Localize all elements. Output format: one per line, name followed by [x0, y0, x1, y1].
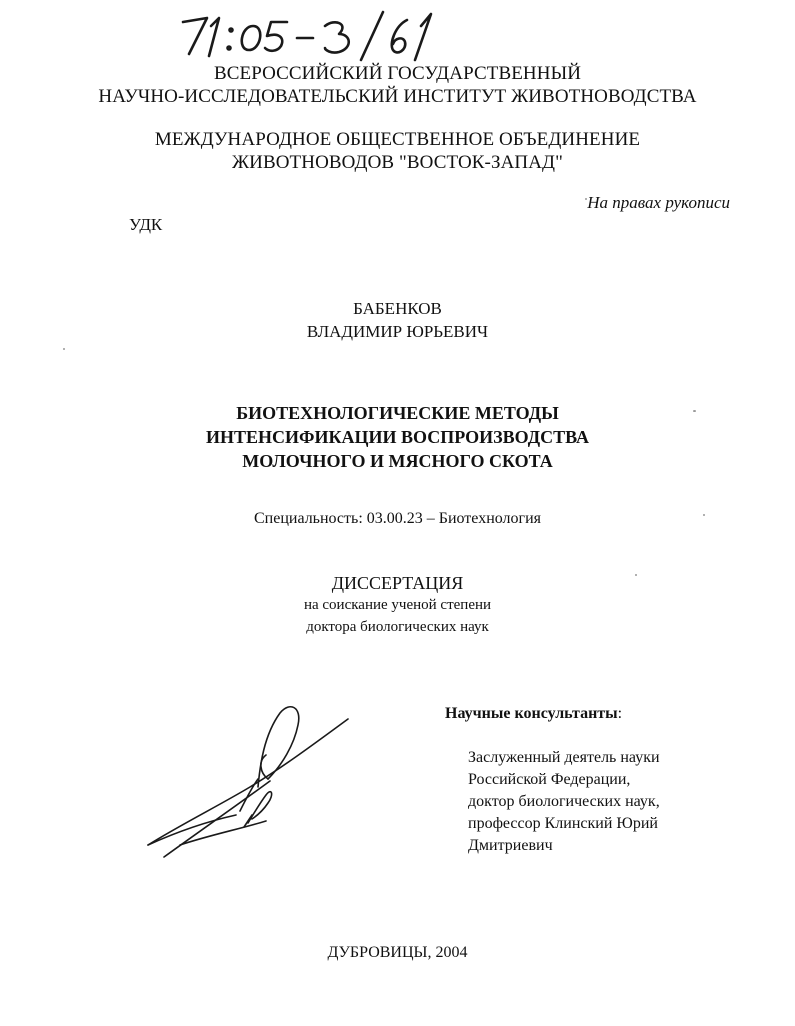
scan-speck [703, 514, 705, 516]
dissertation-degree-line-2: доктора биологических наук [306, 619, 489, 635]
consultant-line: Заслуженный деятель науки [468, 749, 660, 766]
institution-line-2: НАУЧНО-ИССЛЕДОВАТЕЛЬСКИЙ ИНСТИТУТ ЖИВОТНОВОДСТВА [98, 86, 697, 107]
consultants-heading-colon: : [617, 705, 623, 722]
consultant-block [468, 747, 718, 857]
consultant-line: профессор Клинский Юрий [468, 815, 658, 832]
dissertation-degree-line-1: на соискание ученой степени [303, 597, 492, 613]
scan-speck [693, 410, 696, 412]
consultant-line: Российской Федерации, [468, 771, 631, 788]
institution-line-4: ЖИВОТНОВОДОВ "ВОСТОК-ЗАПАД" [232, 152, 563, 173]
consultants-heading-text: Научные консультанты [445, 705, 618, 722]
author-given-names: ВЛАДИМИР ЮРЬЕВИЧ [306, 322, 489, 341]
author-surname: БАБЕНКОВ [353, 299, 442, 318]
handwritten-archive-number [175, 4, 445, 64]
udk-label: УДК [129, 215, 163, 234]
place-and-year: ДУБРОВИЦЫ, 2004 [327, 944, 468, 961]
specialty: Специальность: 03.00.23 – Биотехнология [253, 510, 542, 527]
handwritten-signature [140, 695, 360, 865]
title-line-2: ИНТЕНСИФИКАЦИИ ВОСПРОИЗВОДСТВА [205, 427, 590, 447]
consultants-heading [445, 705, 622, 723]
consultant-line: Дмитриевич [468, 837, 553, 854]
dissertation-heading: ДИССЕРТАЦИЯ [331, 573, 464, 593]
scan-speck [635, 574, 637, 576]
manuscript-rights-note: На правах рукописи [587, 193, 730, 212]
scan-speck [63, 348, 65, 350]
institution-line-3: МЕЖДУНАРОДНОЕ ОБЩЕСТВЕННОЕ ОБЪЕДИНЕНИЕ [154, 129, 641, 150]
consultant-line: доктор биологических наук, [468, 793, 660, 810]
title-line-1: БИОТЕХНОЛОГИЧЕСКИЕ МЕТОДЫ [236, 403, 559, 423]
title-line-3: МОЛОЧНОГО И МЯСНОГО СКОТА [242, 451, 553, 471]
institution-line-1: ВСЕРОССИЙСКИЙ ГОСУДАРСТВЕННЫЙ [213, 63, 582, 84]
scan-speck [585, 198, 587, 200]
